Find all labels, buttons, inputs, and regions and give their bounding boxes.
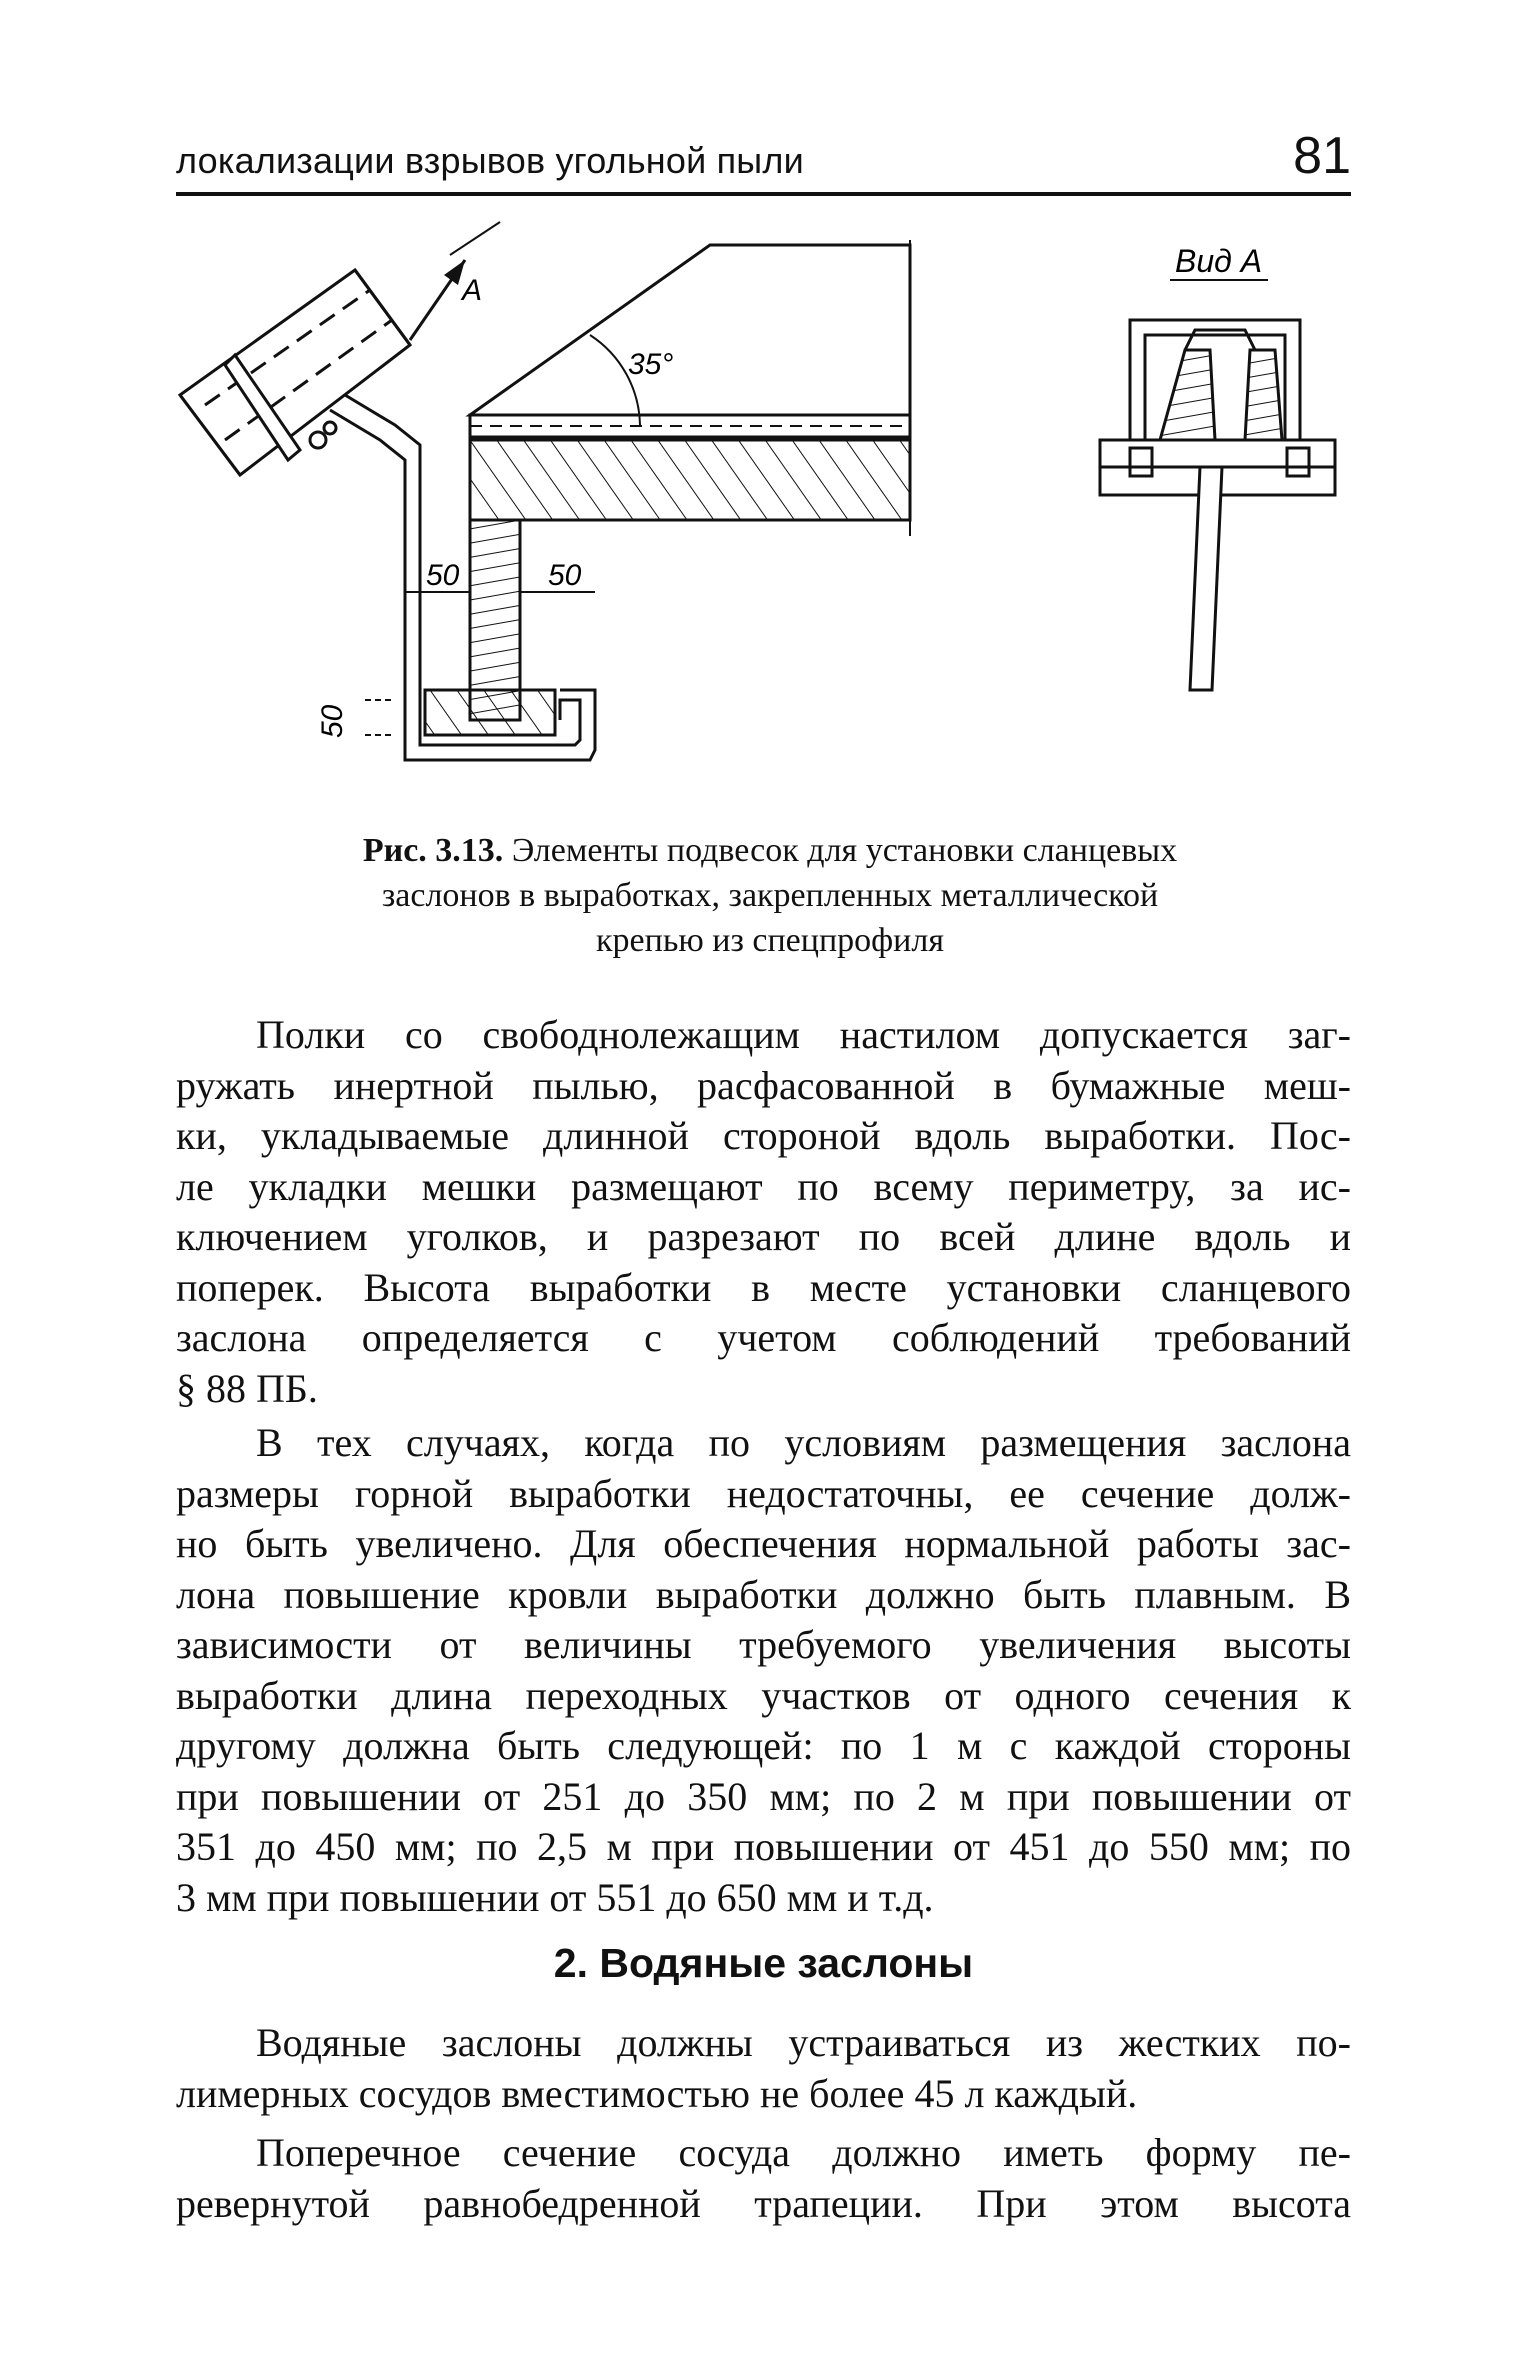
p2-line: 351 до 450 мм; по 2,5 м при повышении от 451 до 550 мм; по: [176, 1824, 1351, 1869]
p1-line: Полки со свободнолежащим настилом допускается заг-: [256, 1012, 1351, 1057]
p2-line: зависимости от величины требуемого увеличения высоты: [176, 1622, 1351, 1667]
section-heading: 2. Водяные заслоны: [553, 1940, 974, 1986]
body-paragraph-1: [176, 1010, 1351, 1414]
running-title: локализации взрывов угольной пыли: [176, 140, 804, 181]
view-a-drawing: [1100, 320, 1335, 690]
shelf-assembly: [425, 240, 910, 735]
p2-line: выработки длина переходных участков от одного сечения к: [176, 1672, 1351, 1718]
p2-line: лона повышение кровли выработки должно быть плавным. В: [176, 1571, 1351, 1617]
p4-line: ревернутой равнобедренной трапеции. При этом высота: [176, 2180, 1351, 2226]
caption-number: Рис. 3.13.: [362, 832, 504, 869]
figure-caption: [220, 828, 1320, 963]
p1-line: ключением уголков, и разрезают по всей длине вдоль и: [176, 1214, 1351, 1259]
caption-line-2: заслонов в выработках, закрепленных металлической: [381, 877, 1159, 914]
p2-line: при повышении от 251 до 350 мм; по 2 м при повышении от: [176, 1773, 1351, 1819]
p2-line: В тех случаях, когда по условиям размещения заслона: [256, 1420, 1351, 1465]
p1-line: ки, укладываемые длинной стороной вдоль выработки. Пос-: [176, 1113, 1351, 1158]
p2-line: 3 мм при повышении от 551 до 650 мм и т.д.: [176, 1874, 934, 1920]
p2-line: другому должна быть следующей: по 1 м с каждой стороны: [176, 1723, 1351, 1768]
p1-line: поперек. Высота выработки в месте установки сланцевого: [176, 1264, 1351, 1310]
caption-line-3: крепью из спецпрофиля: [596, 922, 944, 959]
body-paragraph-4: [176, 2128, 1351, 2229]
dim-left: 50: [426, 559, 460, 592]
view-a-label: Вид А: [1175, 243, 1263, 279]
p2-line: но быть увеличено. Для обеспечения нормальной работы зас-: [176, 1521, 1351, 1566]
p1-line: § 88 ПБ.: [176, 1365, 318, 1411]
page-number: 81: [1293, 127, 1351, 185]
angle-label: 35°: [628, 348, 674, 381]
p3-line: лимерных сосудов вместимостью не более 45 л каждый.: [176, 2070, 1138, 2116]
p1-line: ружать инертной пылью, расфасованной в бумажные меш-: [176, 1062, 1351, 1108]
p1-line: ле укладки мешки размещают по всему периметру, за ис-: [176, 1163, 1351, 1209]
p2-line: размеры горной выработки недостаточны, ее сечение долж-: [176, 1470, 1351, 1516]
body-paragraph-3: [176, 2018, 1351, 2119]
p3-line: Водяные заслоны должны устраиваться из жестких по-: [256, 2020, 1351, 2065]
caption-line-1: Элементы подвесок для установки сланцевых: [511, 832, 1178, 869]
technical-drawing: [0, 0, 1535, 820]
dim-right: 50: [548, 559, 582, 592]
view-arrow: [410, 222, 500, 340]
body-paragraph-2: [176, 1418, 1351, 1923]
arrow-label: А: [462, 274, 483, 307]
p4-line: Поперечное сечение сосуда должно иметь форму пе-: [256, 2130, 1351, 2175]
p1-line: заслона определяется с учетом соблюдений требований: [176, 1315, 1351, 1360]
dim-bottom: 50: [316, 704, 349, 738]
inclined-beam: [180, 270, 410, 475]
